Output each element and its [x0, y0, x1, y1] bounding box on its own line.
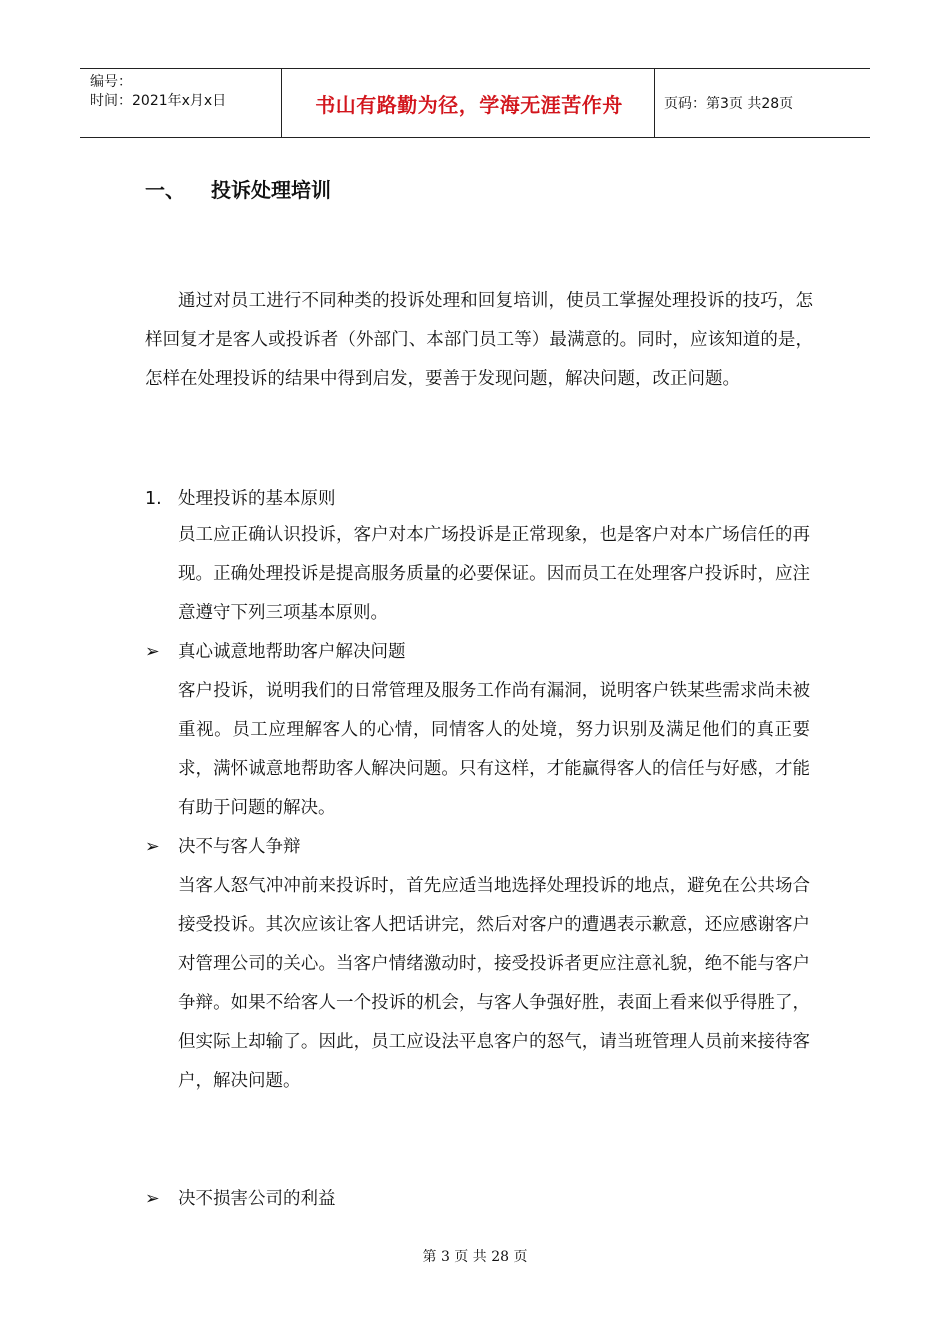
page-footer: 第 3 页 共 28 页	[422, 1249, 528, 1265]
header-motto: 书山有路勤为径，学海无涯苦作舟	[315, 92, 623, 117]
arrow-bullet-icon: ➢	[145, 642, 160, 662]
point-1-marker: 1.	[145, 489, 162, 509]
document-date: 时间：2021年x月x日	[90, 93, 227, 109]
header-meta	[90, 73, 226, 111]
point-1-body: 员工应正确认识投诉，客户对本广场投诉是正常现象，也是客户对本广场信任的再现。正确处理投诉是提高服务质量的必要保证。因而员工在处理客户投诉时，应注意遵守下列三项基本原则。	[178, 525, 810, 623]
bullet-2-heading	[145, 828, 301, 867]
header-divider	[281, 69, 282, 137]
arrow-bullet-icon: ➢	[145, 837, 160, 857]
arrow-bullet-icon: ➢	[145, 1189, 160, 1209]
section-heading	[145, 174, 331, 203]
bullet-1-title: 真心诚意地帮助客户解决问题	[178, 642, 406, 662]
bullet-2-title: 决不与客人争辩	[178, 837, 301, 857]
point-1-heading	[145, 480, 336, 519]
point-1-title: 处理投诉的基本原则	[178, 489, 336, 509]
document-number: 编号：	[90, 74, 132, 90]
section-title: 投诉处理培训	[211, 178, 331, 202]
bullet-3-heading	[145, 1180, 336, 1219]
bullet-2-body: 当客人怒气冲冲前来投诉时，首先应适当地选择处理投诉的地点，避免在公共场合接受投诉。其次应该让客人把话讲完，然后对客户的遭遇表示歉意，还应感谢客户对管理公司的关心。当客户情绪激动时，接受投诉者更应注意礼貌，绝不能与客户争辩。如果不给客人一个投诉的机会，与客人争强好胜，表面上看来似乎得胜了，但实际上却输了。因此，员工应设法平息客户的怒气，请当班管理人员前来接待客户，解决问题。	[178, 876, 810, 1091]
intro-paragraph: 通过对员工进行不同种类的投诉处理和回复培训，使员工掌握处理投诉的技巧，怎样回复才是客人或投诉者（外部门、本部门员工等）最满意的。同时，应该知道的是，怎样在处理投诉的结果中得到启发，要善于发现问题，解决问题，改正问题。	[145, 291, 813, 389]
bullet-3-title: 决不损害公司的利益	[178, 1189, 336, 1209]
bullet-1-heading	[145, 633, 406, 672]
header-page-info: 页码：第3页 共28页	[664, 96, 794, 112]
page-header	[80, 68, 870, 138]
bullet-1-body: 客户投诉，说明我们的日常管理及服务工作尚有漏洞，说明客户铁某些需求尚未被重视。员工应理解客人的心情，同情客人的处境，努力识别及满足他们的真正要求，满怀诚意地帮助客人解决问题。只有这样，才能赢得客人的信任与好感，才能有助于问题的解决。	[178, 681, 810, 818]
section-number: 一、	[145, 178, 185, 202]
